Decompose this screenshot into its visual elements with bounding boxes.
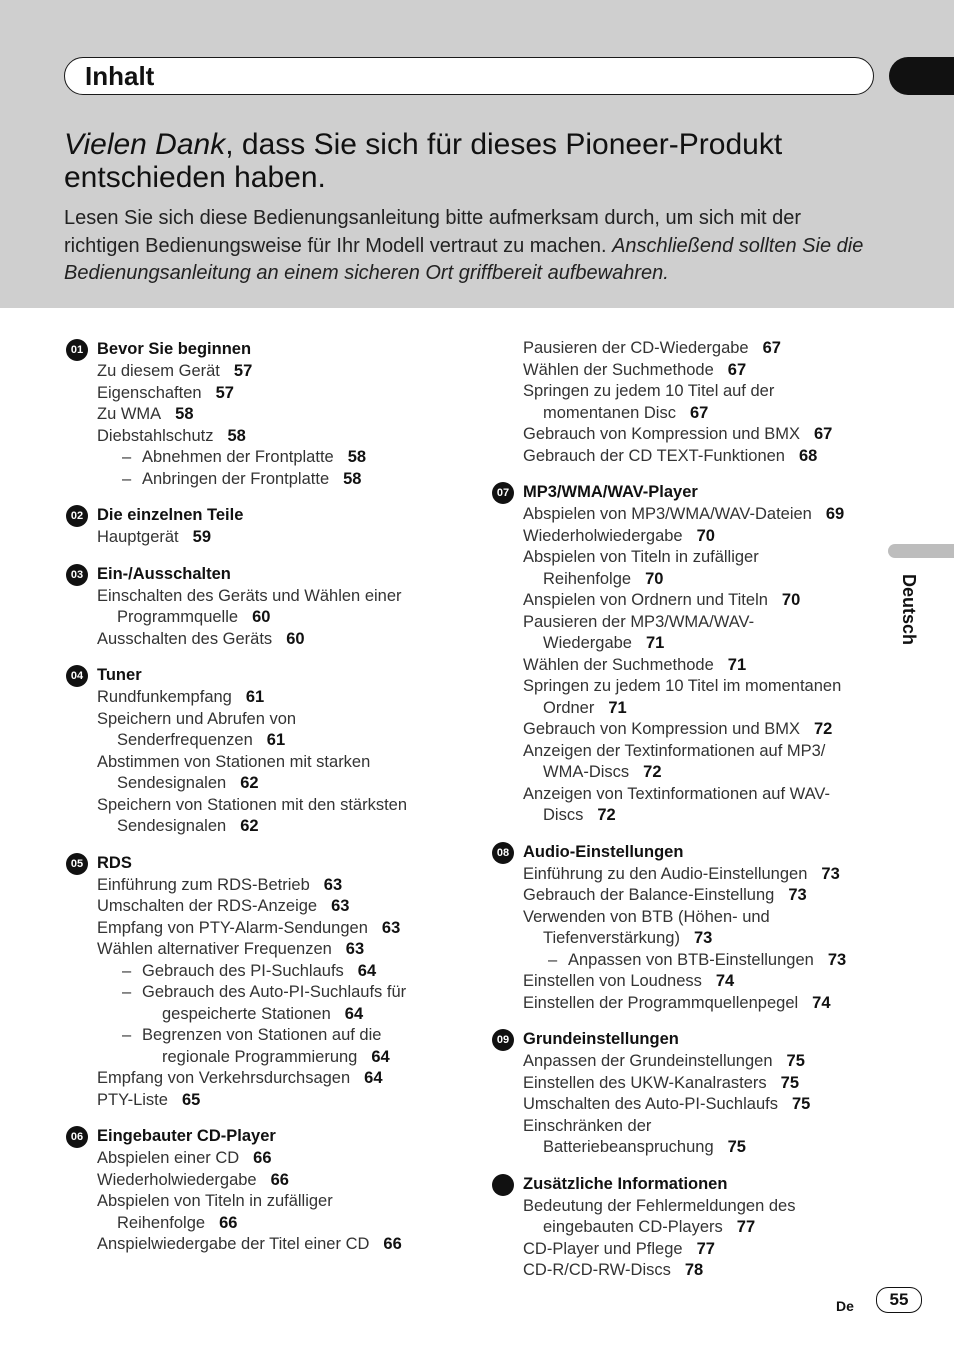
entry-text-continuation: regionale Programmierung xyxy=(162,1047,358,1066)
toc-entry[interactable] xyxy=(490,950,870,972)
toc-entry[interactable] xyxy=(490,360,870,382)
toc-entry[interactable] xyxy=(64,469,444,491)
toc-section xyxy=(64,563,444,651)
section-number-badge: 04 xyxy=(66,665,88,687)
section-title: Tuner xyxy=(97,666,142,684)
toc-entry[interactable] xyxy=(64,795,444,838)
section-title: Zusätzliche Informationen xyxy=(523,1174,728,1193)
footer-page-number: 55 xyxy=(876,1287,922,1313)
toc-entry-body xyxy=(122,982,444,1025)
entry-page-number: 69 xyxy=(825,505,845,523)
entry-text-continued xyxy=(97,607,444,629)
entry-text: Bedeutung der Fehlermeldungen des xyxy=(523,1196,796,1215)
entry-text: Einstellen des UKW-Kanalrasters xyxy=(523,1073,767,1092)
entry-text-continued xyxy=(142,1004,444,1026)
toc-entry[interactable] xyxy=(64,527,444,549)
entry-page-number: 70 xyxy=(781,591,801,609)
toc-right-column xyxy=(490,338,870,1296)
section-title: Audio-Einstellungen xyxy=(523,842,684,861)
toc-entry[interactable] xyxy=(490,526,870,548)
toc-entry[interactable] xyxy=(64,918,444,940)
section-title-box xyxy=(64,57,874,95)
entry-text: Empfang von Verkehrsdurchsagen xyxy=(97,1069,351,1087)
toc-section xyxy=(64,1125,444,1256)
entry-page-number: 63 xyxy=(345,940,365,958)
toc-section xyxy=(490,1173,870,1282)
intro-text-plain: Lesen Sie sich diese Bedienungsanleitung bitte aufmerksam durch, um sich mit der richtigen Bedienungsweise für Ihr Modell vertraut zu machen. xyxy=(64,207,802,257)
toc-entry[interactable] xyxy=(490,424,870,446)
toc-entry[interactable] xyxy=(490,547,870,590)
toc-entry[interactable] xyxy=(64,629,444,651)
toc-entry[interactable] xyxy=(490,1073,870,1095)
intro-heading-rest: , dass Sie sich für dieses Pioneer-Produkt entschieden haben. xyxy=(64,128,783,194)
toc-entry-body xyxy=(122,469,444,491)
entry-text: Abspielen von Titeln in zufälliger xyxy=(97,1192,333,1210)
entry-text: CD-Player und Pflege xyxy=(523,1239,683,1258)
entry-page-number: 58 xyxy=(343,469,362,488)
entry-text: Gebrauch von Kompression und BMX xyxy=(523,425,800,443)
toc-section xyxy=(490,1028,870,1159)
entry-page-number: 63 xyxy=(381,918,401,937)
entry-text-continued xyxy=(97,1213,444,1235)
toc-entry[interactable] xyxy=(490,1260,870,1282)
entry-text: Abspielen von MP3/WMA/WAV-Dateien xyxy=(523,505,812,523)
entry-text: Springen zu jedem 10 Titel auf der xyxy=(523,382,775,400)
entry-text: Hauptgerät xyxy=(97,528,179,546)
entry-text: Einführung zum RDS-Betrieb xyxy=(97,875,310,894)
section-heading[interactable] xyxy=(490,1173,870,1196)
entry-text: Verwenden von BTB (Höhen- und xyxy=(523,907,770,926)
entry-page-number: 66 xyxy=(270,1170,289,1189)
entry-text: Diebstahlschutz xyxy=(97,426,214,445)
entry-text: Anspielwiedergabe der Titel einer CD xyxy=(97,1235,370,1253)
entry-page-number: 58 xyxy=(347,448,367,466)
entry-page-number: 77 xyxy=(696,1239,715,1258)
toc-entry[interactable] xyxy=(490,338,870,360)
entry-text: Anpassen der Grundeinstellungen xyxy=(523,1052,773,1070)
entry-text: Pausieren der CD-Wiedergabe xyxy=(523,339,749,357)
entry-page-number: 73 xyxy=(788,886,807,904)
entry-text: Einstellen der Programmquellenpegel xyxy=(523,993,799,1012)
entry-page-number: 65 xyxy=(181,1090,201,1109)
toc-entry[interactable] xyxy=(64,1234,444,1256)
side-language-label: Deutsch xyxy=(899,574,919,646)
entry-page-number: 77 xyxy=(736,1218,756,1236)
entry-text: Anspielen von Ordnern und Titeln xyxy=(523,591,768,609)
entry-text: Ausschalten des Geräts xyxy=(97,629,273,648)
entry-page-number: 62 xyxy=(240,817,259,835)
entry-text: Empfang von PTY-Alarm-Sendungen xyxy=(97,918,368,937)
entry-page-number: 78 xyxy=(684,1261,704,1279)
entry-page-number: 63 xyxy=(331,897,350,915)
toc-left-column xyxy=(64,338,444,1270)
toc-entry[interactable] xyxy=(490,741,870,784)
toc-entry[interactable] xyxy=(490,1051,870,1073)
toc-entry[interactable] xyxy=(64,939,444,961)
entry-text-continued xyxy=(523,805,870,827)
entry-text: Einschalten des Geräts und Wählen einer xyxy=(97,586,402,605)
entry-text-continuation: gespeicherte Stationen xyxy=(162,1004,331,1023)
section-number-badge: 03 xyxy=(66,564,88,586)
toc-entry[interactable] xyxy=(490,655,870,677)
toc-entry[interactable] xyxy=(64,1068,444,1090)
entry-text: Gebrauch der CD TEXT-Funktionen xyxy=(523,446,785,465)
toc-entry-body xyxy=(122,1025,444,1068)
entry-text: Wiederholwiedergabe xyxy=(97,1170,257,1189)
section-heading[interactable] xyxy=(64,563,444,586)
toc-entry-body xyxy=(548,950,870,972)
toc-entry[interactable] xyxy=(490,504,870,526)
entry-page-number: 58 xyxy=(175,405,194,423)
toc-entry[interactable] xyxy=(64,1148,444,1170)
entry-page-number: 66 xyxy=(383,1235,402,1253)
section-heading[interactable] xyxy=(490,841,870,864)
entry-text-continued xyxy=(523,698,870,720)
entry-page-number: 71 xyxy=(608,698,627,717)
toc-entry[interactable] xyxy=(64,404,444,426)
entry-text-continued xyxy=(523,1217,870,1239)
entry-text-continuation: Tiefenverstärkung) xyxy=(543,929,680,947)
entry-text: Abnehmen der Frontplatte xyxy=(142,448,334,466)
section-number-badge: 01 xyxy=(66,339,88,361)
entry-text-continuation: Discs xyxy=(543,806,584,824)
toc-entry[interactable] xyxy=(64,961,444,983)
entry-page-number: 63 xyxy=(323,875,343,894)
entry-text: PTY-Liste xyxy=(97,1090,168,1109)
entry-page-number: 72 xyxy=(643,763,662,781)
section-heading[interactable] xyxy=(64,504,444,527)
entry-text-continuation: eingebauten CD-Players xyxy=(543,1218,723,1236)
entry-text: Speichern und Abrufen von xyxy=(97,709,297,728)
section-heading[interactable] xyxy=(64,1125,444,1148)
entry-text-continuation: momentanen Disc xyxy=(543,403,676,422)
section-heading[interactable] xyxy=(64,852,444,875)
toc-entry[interactable] xyxy=(64,709,444,752)
section-title: Inhalt xyxy=(85,61,155,91)
entry-text-continued xyxy=(523,633,870,655)
toc-entry[interactable] xyxy=(490,1239,870,1261)
entry-text-continuation: Ordner xyxy=(543,698,595,717)
entry-text-continued xyxy=(523,1137,870,1159)
entry-text-continuation: Wiedergabe xyxy=(543,634,632,652)
entry-text-continuation: Batteriebeanspruchung xyxy=(543,1138,714,1156)
toc-entry[interactable] xyxy=(64,586,444,629)
entry-text-continuation: Programmquelle xyxy=(117,608,239,626)
toc-entry[interactable] xyxy=(490,907,870,950)
entry-text-continued xyxy=(97,773,444,795)
toc-entry[interactable] xyxy=(64,1170,444,1192)
toc-entry[interactable] xyxy=(490,719,870,741)
toc-entry-body xyxy=(122,447,444,469)
toc-entry[interactable] xyxy=(490,1196,870,1239)
entry-text-continued xyxy=(97,730,444,752)
entry-page-number: 75 xyxy=(727,1138,746,1156)
toc-entry[interactable] xyxy=(490,1116,870,1159)
entry-page-number: 73 xyxy=(827,950,847,969)
toc-entry[interactable] xyxy=(490,864,870,886)
entry-page-number: 60 xyxy=(286,629,305,648)
entry-page-number: 75 xyxy=(780,1073,799,1092)
entry-page-number: 71 xyxy=(645,634,665,652)
entry-text: Begrenzen von Stationen auf die xyxy=(142,1026,382,1044)
entry-page-number: 61 xyxy=(245,688,265,706)
entry-text: Wählen alternativer Frequenzen xyxy=(97,940,332,958)
toc-entry[interactable] xyxy=(64,982,444,1025)
section-heading[interactable] xyxy=(64,338,444,361)
entry-page-number: 59 xyxy=(192,528,211,546)
entry-page-number: 74 xyxy=(812,993,831,1012)
entry-text: CD-R/CD-RW-Discs xyxy=(523,1261,671,1279)
entry-text-continuation: WMA-Discs xyxy=(543,763,630,781)
entry-page-number: 64 xyxy=(364,1069,383,1087)
entry-text-continuation: Sendesignalen xyxy=(117,817,227,835)
header-tab-marker xyxy=(889,57,954,95)
entry-text: Wählen der Suchmethode xyxy=(523,360,714,379)
toc-entry[interactable] xyxy=(490,612,870,655)
entry-text: Einstellen von Loudness xyxy=(523,972,702,990)
section-number-badge: 06 xyxy=(66,1126,88,1148)
toc-entry[interactable] xyxy=(490,1094,870,1116)
section-number-badge: 09 xyxy=(492,1029,514,1051)
toc-entry-body xyxy=(122,961,444,983)
entry-text: Abstimmen von Stationen mit starken xyxy=(97,752,371,771)
section-title: Bevor Sie beginnen xyxy=(97,340,252,358)
entry-text-continuation: Reihenfolge xyxy=(117,1213,206,1232)
section-number-badge: 02 xyxy=(66,505,88,527)
entry-text: Gebrauch von Kompression und BMX xyxy=(523,720,800,738)
toc-entry[interactable] xyxy=(490,381,870,424)
toc-section xyxy=(64,852,444,1112)
toc-section xyxy=(490,841,870,1015)
entry-page-number: 68 xyxy=(799,446,818,465)
entry-text-continuation: Senderfrequenzen xyxy=(117,731,253,749)
toc-entry[interactable] xyxy=(64,361,444,383)
entry-page-number: 61 xyxy=(266,731,286,749)
entry-text: Zu WMA xyxy=(97,405,162,423)
toc-entry[interactable] xyxy=(64,752,444,795)
entry-page-number: 57 xyxy=(233,362,253,380)
section-title: Eingebauter CD-Player xyxy=(97,1127,276,1145)
intro-text xyxy=(64,205,864,288)
section-dot-icon xyxy=(492,1174,514,1196)
entry-page-number: 64 xyxy=(357,961,377,980)
entry-text: Anzeigen von Textinformationen auf WAV- xyxy=(523,784,830,803)
toc-entry[interactable] xyxy=(490,971,870,993)
entry-text: Springen zu jedem 10 Titel im momentanen xyxy=(523,677,842,695)
entry-page-number: 72 xyxy=(813,720,833,738)
toc-section xyxy=(490,481,870,827)
entry-page-number: 60 xyxy=(252,608,271,626)
toc-entry[interactable] xyxy=(64,383,444,405)
entry-page-number: 75 xyxy=(791,1095,811,1113)
toc-entry[interactable] xyxy=(64,687,444,709)
entry-text: Einschränken der xyxy=(523,1116,652,1135)
entry-text: Gebrauch des Auto-PI-Suchlaufs für xyxy=(142,983,407,1001)
toc-entry[interactable] xyxy=(490,885,870,907)
entry-page-number: 67 xyxy=(727,360,747,379)
entry-page-number: 73 xyxy=(821,864,840,883)
entry-text: Einführung zu den Audio-Einstellungen xyxy=(523,864,808,883)
section-title: RDS xyxy=(97,853,132,872)
entry-text-continued xyxy=(523,928,870,950)
section-title: Die einzelnen Teile xyxy=(97,506,244,524)
entry-text: Eigenschaften xyxy=(97,383,202,402)
section-heading[interactable] xyxy=(64,664,444,687)
toc-entry[interactable] xyxy=(64,1191,444,1234)
entry-text-continuation: Reihenfolge xyxy=(543,569,632,588)
entry-page-number: 73 xyxy=(693,929,713,947)
footer-language-code: De xyxy=(836,1298,854,1314)
entry-page-number: 58 xyxy=(227,426,246,445)
toc-entry[interactable] xyxy=(490,590,870,612)
toc-entry[interactable] xyxy=(64,1025,444,1068)
entry-page-number: 64 xyxy=(371,1047,390,1066)
entry-page-number: 67 xyxy=(813,425,833,443)
entry-text-continuation: Sendesignalen xyxy=(117,774,227,792)
intro-text-italic: Anschließend sollten Sie die Bedienungsanleitung an einem sicheren Ort griffbereit aufbewahren. xyxy=(64,234,864,284)
toc-section xyxy=(490,338,870,467)
entry-page-number: 74 xyxy=(715,972,735,990)
section-number-badge: 07 xyxy=(492,482,514,504)
entry-page-number: 66 xyxy=(253,1149,272,1167)
entry-page-number: 71 xyxy=(727,655,747,674)
entry-page-number: 75 xyxy=(786,1052,805,1070)
section-heading[interactable] xyxy=(490,481,870,504)
toc-entry[interactable] xyxy=(64,1090,444,1112)
entry-text: Gebrauch des PI-Suchlaufs xyxy=(142,961,344,980)
section-number-badge: 05 xyxy=(66,853,88,875)
section-title: MP3/WMA/WAV-Player xyxy=(523,483,698,501)
entry-text: Gebrauch der Balance-Einstellung xyxy=(523,886,775,904)
toc-section xyxy=(64,338,444,490)
toc-entry[interactable] xyxy=(490,784,870,827)
entry-text: Rundfunkempfang xyxy=(97,688,232,706)
entry-page-number: 66 xyxy=(219,1213,238,1232)
entry-page-number: 70 xyxy=(645,569,664,588)
entry-page-number: 67 xyxy=(762,339,781,357)
entry-page-number: 67 xyxy=(689,403,709,422)
section-heading[interactable] xyxy=(490,1028,870,1051)
entry-text: Pausieren der MP3/WMA/WAV- xyxy=(523,612,755,631)
intro-heading-italic: Vielen Dank xyxy=(64,128,226,161)
entry-page-number: 57 xyxy=(215,383,234,402)
entry-text: Abspielen einer CD xyxy=(97,1149,240,1167)
side-language-tab xyxy=(888,544,954,558)
toc-entry[interactable] xyxy=(490,676,870,719)
toc-entry[interactable] xyxy=(490,446,870,468)
entry-text: Speichern von Stationen mit den stärksten xyxy=(97,795,408,814)
toc-entry[interactable] xyxy=(64,426,444,448)
entry-text-continued xyxy=(142,1047,444,1069)
entry-text: Wählen der Suchmethode xyxy=(523,655,714,674)
entry-text: Wiederholwiedergabe xyxy=(523,526,683,545)
section-title: Ein-/Ausschalten xyxy=(97,564,231,583)
entry-text-continued xyxy=(523,762,870,784)
toc-section xyxy=(64,664,444,838)
entry-text: Anbringen der Frontplatte xyxy=(142,469,330,488)
entry-text-continued xyxy=(523,569,870,591)
entry-text: Anpassen von BTB-Einstellungen xyxy=(568,950,814,969)
toc-entry[interactable] xyxy=(64,447,444,469)
toc-section xyxy=(64,504,444,549)
toc-entry[interactable] xyxy=(490,993,870,1015)
toc-entry[interactable] xyxy=(64,875,444,897)
entry-text-continued xyxy=(97,816,444,838)
toc-entry[interactable] xyxy=(64,896,444,918)
intro-heading xyxy=(64,128,864,194)
entry-text: Anzeigen der Textinformationen auf MP3/ xyxy=(523,741,826,760)
entry-text: Umschalten der RDS-Anzeige xyxy=(97,897,318,915)
entry-page-number: 62 xyxy=(240,774,259,792)
section-number-badge: 08 xyxy=(492,842,514,864)
entry-page-number: 70 xyxy=(696,526,715,545)
entry-text: Zu diesem Gerät xyxy=(97,362,220,380)
entry-page-number: 64 xyxy=(344,1004,364,1023)
entry-text: Umschalten des Auto-PI-Suchlaufs xyxy=(523,1095,778,1113)
section-title: Grundeinstellungen xyxy=(523,1030,679,1048)
entry-text-continued xyxy=(523,403,870,425)
entry-page-number: 72 xyxy=(597,806,616,824)
entry-text: Abspielen von Titeln in zufälliger xyxy=(523,548,759,566)
